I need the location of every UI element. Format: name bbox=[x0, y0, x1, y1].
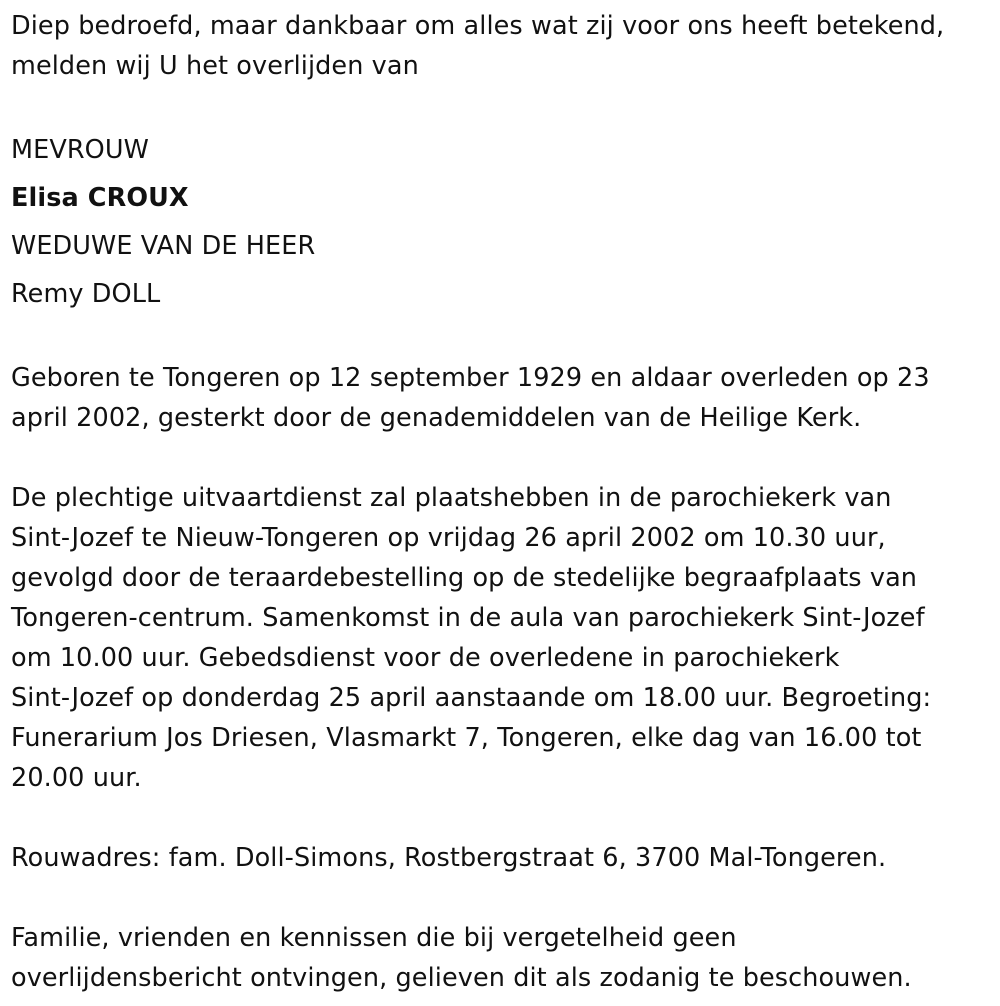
birth-death-paragraph bbox=[11, 358, 996, 438]
intro-line-2: melden wij U het overlijden van bbox=[11, 51, 419, 81]
closing-line-2: overlijdensbericht ontvingen, gelieven dit als zodanig te beschouwen. bbox=[11, 963, 912, 993]
intro-paragraph bbox=[11, 6, 996, 86]
spacer bbox=[11, 878, 996, 918]
deceased-block bbox=[11, 126, 996, 318]
birth-death-line-1: Geboren te Tongeren op 12 september 1929 en aldaar overleden op 23 bbox=[11, 363, 930, 393]
spouse-name: Remy DOLL bbox=[11, 279, 161, 309]
mourning-address: Rouwadres: fam. Doll-Simons, Rostbergstraat 6, 3700 Mal-Tongeren. bbox=[11, 843, 887, 873]
ceremony-line: 20.00 uur. bbox=[11, 763, 142, 793]
deceased-name: Elisa CROUX bbox=[11, 183, 189, 213]
spacer bbox=[11, 438, 996, 478]
deceased-prefix: MEVROUW bbox=[11, 135, 149, 165]
spacer bbox=[11, 86, 996, 126]
deceased-relation: WEDUWE VAN DE HEER bbox=[11, 231, 316, 261]
ceremony-line: Tongeren-centrum. Samenkomst in de aula van parochiekerk Sint-Jozef bbox=[11, 603, 925, 633]
intro-line-1: Diep bedroefd, maar dankbaar om alles wat zij voor ons heeft betekend, bbox=[11, 11, 945, 41]
spacer bbox=[11, 798, 996, 838]
ceremony-line: om 10.00 uur. Gebedsdienst voor de overledene in parochiekerk bbox=[11, 643, 840, 673]
ceremony-line: Sint-Jozef te Nieuw-Tongeren op vrijdag 26 april 2002 om 10.30 uur, bbox=[11, 523, 886, 553]
ceremony-line: gevolgd door de teraardebestelling op de stedelijke begraafplaats van bbox=[11, 563, 918, 593]
closing-line-1: Familie, vrienden en kennissen die bij vergetelheid geen bbox=[11, 923, 737, 953]
closing-paragraph bbox=[11, 918, 996, 998]
mourning-address-paragraph bbox=[11, 838, 996, 878]
spacer bbox=[11, 318, 996, 358]
birth-death-line-2: april 2002, gesterkt door de genademiddelen van de Heilige Kerk. bbox=[11, 403, 862, 433]
ceremony-line: Funerarium Jos Driesen, Vlasmarkt 7, Tongeren, elke dag van 16.00 tot bbox=[11, 723, 922, 753]
ceremony-line: Sint-Jozef op donderdag 25 april aanstaande om 18.00 uur. Begroeting: bbox=[11, 683, 932, 713]
ceremony-line: De plechtige uitvaartdienst zal plaatshebben in de parochiekerk van bbox=[11, 483, 892, 513]
obituary-notice bbox=[11, 6, 996, 998]
ceremony-paragraph bbox=[11, 478, 996, 798]
